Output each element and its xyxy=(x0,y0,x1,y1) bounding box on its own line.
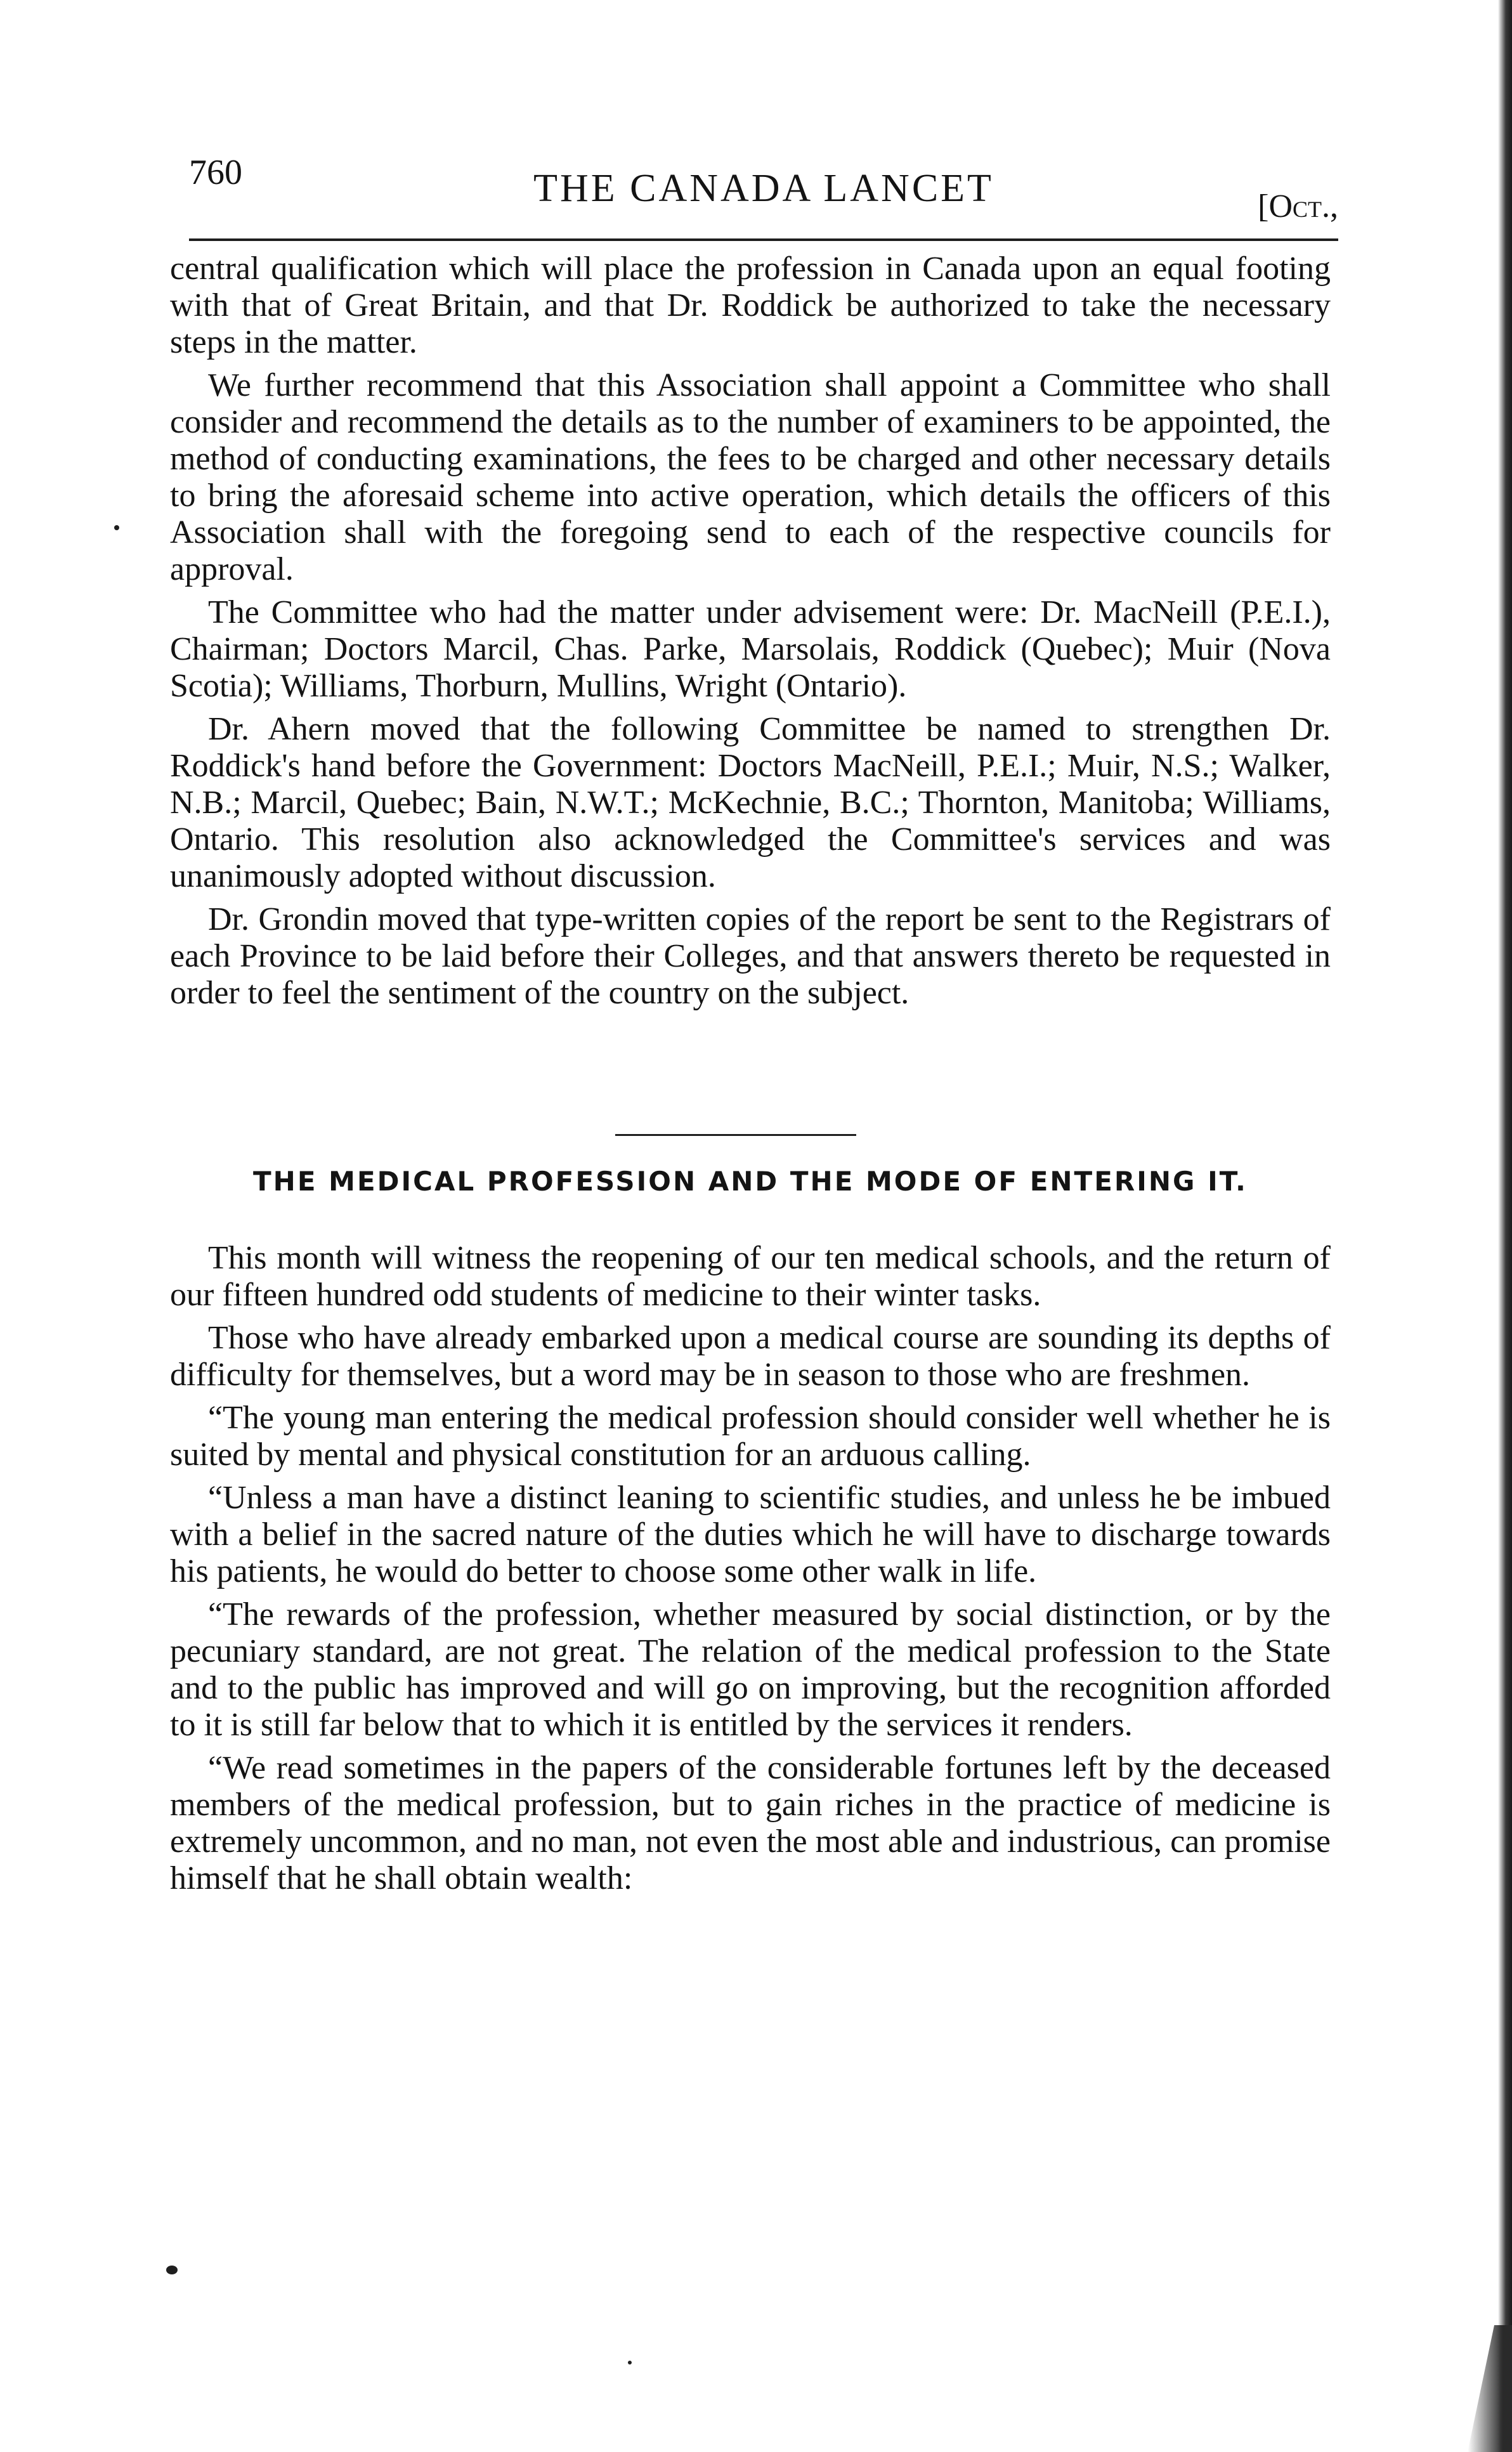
article-text xyxy=(170,1240,1331,1903)
paragraph: Those who have already embarked upon a medical course are sounding its depths of difficulty for themselves, but a word may be in season to those who are freshmen. xyxy=(170,1320,1331,1393)
paragraph: central qualification which will place the profession in Canada upon an equal footing with that of Great Britain, and that Dr. Roddick be authorized to take the necessary steps in the matter. xyxy=(170,251,1331,360)
paragraph: Dr. Ahern moved that the following Committee be named to strengthen Dr. Roddick's hand before the Government: Doctors MacNeill, P.E.I.; Muir, N.S.; Walker, N.B.; Marcil, Quebec; Bain, N.W.T.; McKechnie, B.C.; Thornton, Manitoba; Williams, Ontario. This resolution also acknowledged the Committee's services and was unanimously adopted without discussion. xyxy=(170,711,1331,894)
paragraph: “The young man entering the medical profession should consider well whether he is suited by mental and physical constitution for an arduous calling. xyxy=(170,1400,1331,1473)
paragraph: We further recommend that this Association shall appoint a Committee who shall consider and recommend the details as to the number of examiners to be appointed, the method of conducting examinations, the fees to be charged and other necessary details to bring the aforesaid scheme into active operation, which details the officers of this Association shall with the foregoing send to each of the respective councils for approval. xyxy=(170,367,1331,587)
section-divider xyxy=(615,1134,856,1136)
section-heading: THE MEDICAL PROFESSION AND THE MODE OF ENTERING IT. xyxy=(253,1166,1248,1197)
header-rule xyxy=(189,238,1338,241)
paragraph: “The rewards of the profession, whether measured by social distinction, or by the pecuniary standard, are not great. The relation of the medical profession to the State and to the public has improved and will go on improving, but the recognition afforded to it is still far below that to which it is entitled by the services it renders. xyxy=(170,1596,1331,1743)
ink-speck xyxy=(114,525,119,530)
issue-date: [Oct., xyxy=(1258,188,1338,225)
ink-speck xyxy=(628,2361,632,2364)
paragraph: This month will witness the reopening of our ten medical schools, and the return of our fifteen hundred odd students of medicine to their winter tasks. xyxy=(170,1240,1331,1313)
ink-speck xyxy=(166,2266,178,2274)
paragraph: The Committee who had the matter under advisement were: Dr. MacNeill (P.E.I.), Chairman; Doctors Marcil, Chas. Parke, Marsolais, Roddick (Quebec); Muir (Nova Scotia); Williams, Thorburn, Mullins, Wright (Ontario). xyxy=(170,594,1331,704)
committee-report-text xyxy=(170,251,1331,1018)
scanned-page-corner-shadow xyxy=(1468,2325,1512,2452)
paragraph: “Unless a man have a distinct leaning to scientific studies, and unless he be imbued with a belief in the sacred nature of the duties which he will have to discharge towards his patients, he would do better to choose some other walk in life. xyxy=(170,1480,1331,1589)
paragraph: “We read sometimes in the papers of the considerable fortunes left by the deceased members of the medical profession, but to gain riches in the practice of medicine is extremely uncommon, and no man, not even the most able and industrious, can promise himself that he shall obtain wealth: xyxy=(170,1750,1331,1896)
paragraph: Dr. Grondin moved that type-written copies of the report be sent to the Registrars of each Province to be laid before their Colleges, and that answers thereto be requested in order to feel the sentiment of the country on the subject. xyxy=(170,901,1331,1011)
running-header xyxy=(189,152,1338,247)
page-number: 760 xyxy=(189,153,242,192)
scanned-page-edge xyxy=(1498,0,1512,2452)
journal-title: THE CANADA LANCET xyxy=(533,167,994,210)
